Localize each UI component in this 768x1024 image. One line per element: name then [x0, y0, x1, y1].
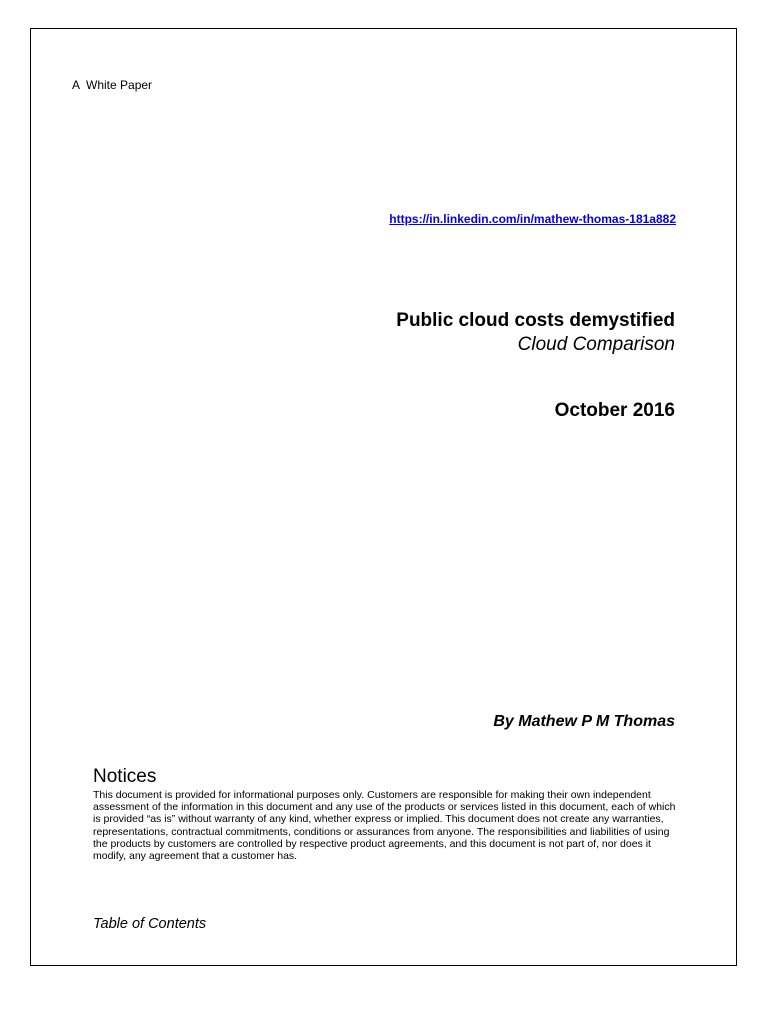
- document-date: October 2016: [554, 400, 675, 421]
- document-title: Public cloud costs demystified: [396, 310, 675, 331]
- table-of-contents-heading: Table of Contents: [93, 916, 207, 932]
- notices-heading: Notices: [93, 766, 157, 787]
- notices-body: This document is provided for informational purposes only. Customers are responsible for making their own independent assessment of the information in this document and any use of the products or services listed in this document, each of which is provided “as is” without warranty of any kind, whether express or implied. This document does not create any warranties, representations, contractual commitments, conditions or assurances from anyone. The responsibilities and liabilities of using the products by customers are controlled by respective product agreements, and this document is not part of, nor does it modify, any agreement that a customer has.: [93, 789, 676, 863]
- linkedin-profile-link[interactable]: https://in.linkedin.com/in/mathew-thomas-181a882: [389, 212, 676, 226]
- white-paper-label: A White Paper: [72, 78, 153, 92]
- document-subtitle: Cloud Comparison: [517, 334, 675, 355]
- document-author: By Mathew P M Thomas: [493, 713, 675, 730]
